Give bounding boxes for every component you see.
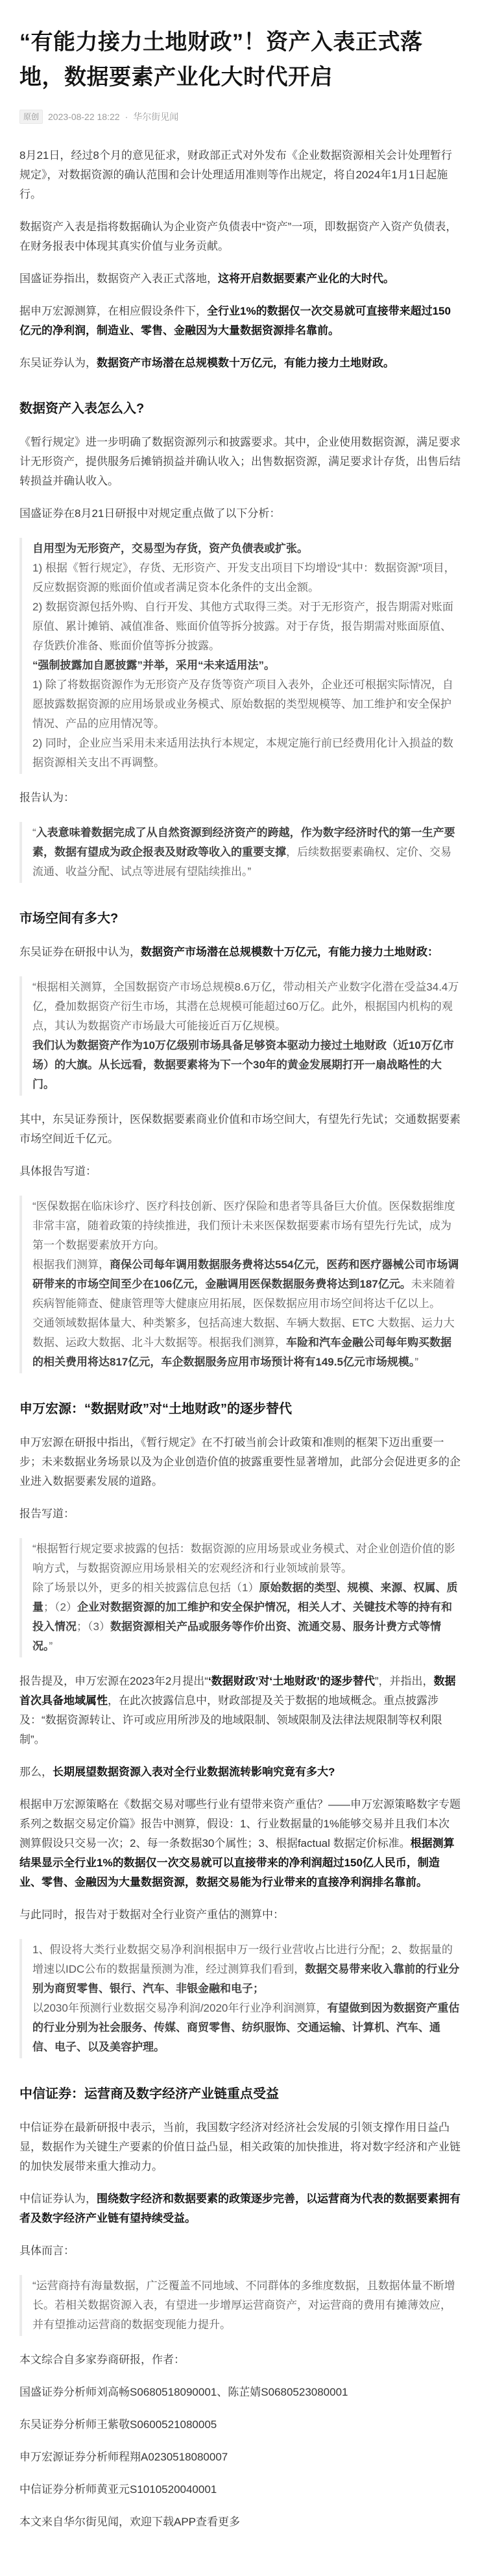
quote-paragraph — [32, 1999, 461, 2057]
bold-text: 数据资产市场潜在总规模数十万亿元，有能力接力土地财政： — [141, 945, 438, 958]
quote-block — [19, 538, 461, 774]
text: 根据申万宏源策略在《数据交易对哪些行业有望带来资产重估？——申万宏源策略数字专题系列之数据交易定价篇》报告中测算，假设：1、行业数据量的1%能够交易并且我们本次测算假设只交易一次；2、每一条数据30个属性；3、根据factual 数据定价标准。 — [19, 1798, 461, 1849]
text: 东吴证券在研报中认为， — [19, 945, 141, 958]
text: ”，并指出， — [374, 1674, 434, 1687]
paragraph — [19, 2512, 461, 2532]
bold-text: 入表意味着数据完成了从自然资源到经济资产的跨越，作为数字经济时代的第一生产要素，数据有望成为政企报表及财政等收入的重要支撑 — [32, 826, 455, 858]
text: 中信证券认为， — [19, 2192, 97, 2205]
text: 申万宏源证券分析师程翔A0230518080007 — [19, 2450, 228, 2463]
text: 报告写道： — [19, 1507, 75, 1520]
text: ；（2） — [43, 1600, 77, 1613]
section-heading — [19, 1399, 461, 1419]
text: 市场空间有多大? — [19, 911, 119, 926]
paragraph — [19, 2383, 461, 2402]
bold-text: 全行业1%的数据仅一次交易就可直接带来超过150亿元的净利润，制造业、零售、金融因为大量数据资源排名靠前。 — [19, 304, 451, 337]
text: 申万宏源：“数据财政”对“土地财政”的逐步替代 — [19, 1401, 292, 1416]
bold-text: 我们认为数据资产作为10万亿级别市场具备足够资本驱动力接过土地财政（近10万亿市场）的大旗。从长远看，数据要素将为下一个30年的黄金发展期打开一扇战略性的大门。 — [32, 1039, 454, 1090]
text: 《暂行规定》进一步明确了数据资源列示和披露要求。其中，企业使用数据资源，满足要求计无形资产，提供服务后摊销损益并确认收入；出售数据资源，满足要求计存货，出售后结转损益并确认收入。 — [19, 435, 461, 487]
paragraph — [19, 269, 461, 289]
text: ，在此次披露信息中，财政部提及关于数据的地域概念。重点披露涉及：“数据资源转让、许可或应用所涉及的地域限制、领域限制及法律法规限制等权利限制”。 — [19, 1694, 442, 1746]
quote-paragraph — [32, 1940, 461, 1999]
quote-paragraph — [32, 559, 461, 597]
article-title: “有能力接力土地财政”！资产入表正式落地，数据要素产业化大时代开启 — [19, 30, 423, 90]
bold-text: 根据测算结果显示全行业1%的数据仅一次交易就可以直接带来的净利润超过150亿人民币，制造业、零售、金融因为大量数据资源，数据交易能为行业带来的直接净利润排名靠前。 — [19, 1836, 455, 1888]
quote-paragraph — [32, 1036, 461, 1094]
bold-text: 长期展望数据资源入表对全行业数据流转影响究竟有多大? — [53, 1765, 335, 1778]
text: 8月21日，经过8个月的意见征求，财政部正式对外发布《企业数据资源相关会计处理暂行规定》，对数据资源的确认范围和会计处理适用准则等作出规定，将自2024年1月1日起施行。 — [19, 149, 452, 200]
text: 1) 除了将数据资源作为无形资产及存货等资产项目入表外，企业还可根据实际情况，自愿披露数据资源的应用场景或业务模式、原始数据的类型规模等、加工维护和安全保护情况、产品的应用情况等。 — [32, 678, 453, 730]
quote-paragraph — [32, 978, 461, 1036]
bold-text: 数据首次具备地域属性 — [19, 1674, 456, 1707]
bold-text: 围绕数字经济和数据要素的政策逐步完善，以运营商为代表的数据要素拥有者及数字经济产业链有望持续受益。 — [19, 2192, 461, 2224]
text: ；（3） — [77, 1620, 110, 1633]
quote-paragraph — [32, 823, 461, 882]
article-meta — [19, 110, 461, 124]
text: 中信证券在最新研报中表示，当前，我国数字经济对经济社会发展的引领支撑作用日益凸显，数据作为关键生产要素的价值日益凸显，相关政策的加快推进，将对数字经济和产业链的加快发展带来重大推动力。 — [19, 2121, 461, 2173]
paragraph — [19, 433, 461, 491]
paragraph — [19, 1504, 461, 1524]
meta-separator: · — [125, 111, 128, 122]
quote-paragraph — [32, 675, 461, 734]
text: 与此同时，报告对于数据对全行业资产重估的测算中： — [19, 1908, 284, 1921]
bold-text: 企业对数据资源的加工维护和安全保护情况，相关人才、关键技术等的持有和投入情况 — [32, 1600, 452, 1633]
text: 本文综合自多家券商研报，作者： — [19, 2353, 185, 2366]
quote-block — [19, 1939, 461, 2058]
text: 除了场景以外，更多的相关披露信息包括（1） — [32, 1581, 259, 1594]
quote-paragraph — [32, 1539, 461, 1578]
paragraph — [19, 146, 461, 204]
text: 具体报告写道： — [19, 1164, 97, 1177]
text: “根据相关测算，全国数据资产市场总规模8.6万亿，带动相关产业数字化潜在受益34.4万亿，叠加数据资产衍生市场，其潜在总规模可能超过60万亿。此外，根据国内机构的观点，其认为数据资产市场最大可能接近百万亿规模。 — [32, 980, 459, 1032]
quote-block — [19, 2275, 461, 2336]
quote-paragraph — [32, 734, 461, 773]
quote-paragraph — [32, 1197, 461, 1255]
paragraph — [19, 2241, 461, 2261]
quote-paragraph — [32, 597, 461, 656]
text: 据申万宏源测算，在相应假设条件下， — [19, 304, 207, 317]
bold-text: 数据资产市场潜在总规模数十万亿元，有能力接力土地财政。 — [97, 356, 394, 369]
text: 数据资产入表是指将数据确认为企业资产负债表中“资产”一项，即数据资产入资产负债表，在财务报表中体现其真实价值与业务贡献。 — [19, 220, 457, 252]
bold-text: 自用型为无形资产，交易型为存货，资产负债表或扩张。 — [32, 542, 308, 555]
quote-paragraph — [32, 539, 461, 559]
paragraph — [19, 217, 461, 256]
text: 1) 根据《暂行规定》，存货、无形资产、开发支出项目下均增设“其中：数据资源”项目，反应数据资源的账面价值或者满足资本化条件的支出金额。 — [32, 561, 455, 594]
text: “根据暂行规定要求披露的包括：数据资源的应用场景或业务模式、对企业创造价值的影响方式，与数据资源应用场景相关的宏观经济和行业领域前景等。 — [32, 1542, 455, 1574]
paragraph — [19, 302, 461, 341]
paragraph — [19, 788, 461, 808]
text: 以2030年预测行业数据交易净利润/2020年行业净利润测算， — [32, 2001, 328, 2014]
text: “运营商持有海量数据，广泛覆盖不同地域、不同群体的多维度数据，且数据体量不断增长。若相关数据资源入表，有望进一步增厚运营商资产，对运营商的费用有摊薄效应，并有望推动运营商的数据变现能力提升。 — [32, 2279, 455, 2331]
paragraph — [19, 504, 461, 524]
text: 国盛证券在8月21日研报中对规定重点做了以下分析： — [19, 507, 281, 520]
text: 国盛证券指出，数据资产入表正式落地， — [19, 272, 218, 285]
paragraph — [19, 2448, 461, 2467]
text: ，后续数据要素确权、定价、交易流通、收益分配、试点等进展有望陆续推出。” — [32, 845, 451, 878]
text: 申万宏源在研报中指出，《暂行规定》在不打破当前会计政策和准则的框架下迈出重要一步；未来数据业务场景以及为企业创造价值的披露重要性显著增加，此部分会促进更多的企业进入数据要素发展的道路。 — [19, 1436, 461, 1487]
bold-text: 车险和汽车金融公司每年购买数据的相关费用将达817亿元，车企数据服务应用市场预计将有149.5亿元市场规模。 — [32, 1336, 451, 1368]
text: 东吴证券分析师王紫敬S0600521080005 — [19, 2418, 217, 2431]
paragraph — [19, 943, 461, 962]
quote-block — [19, 822, 461, 883]
quote-paragraph — [32, 656, 461, 675]
section-heading — [19, 399, 461, 418]
quote-paragraph — [32, 1314, 461, 1372]
text: 交通领域数据体量大、种类繁多，包括高速大数据、车辆大数据、ETC 大数据、运力大数据、运政大数据、北斗大数据等。根据我们测算， — [32, 1316, 455, 1349]
text: 1、假设将大类行业数据交易净利润根据申万一级行业营收占比进行分配；2、数据量的增速以IDC公布的数据量预测为准，经过测算我们看到， — [32, 1943, 453, 1975]
text: 国盛证券分析师刘高畅S0680518090001、陈芷婧S0680523080001 — [19, 2385, 348, 2398]
text: 本文来自华尔街见闻，欢迎下载APP查看更多 — [19, 2515, 241, 2528]
paragraph — [19, 2350, 461, 2370]
bold-text: 数据交易带来收入靠前的行业分别为商贸零售、银行、汽车、非银金融和电子； — [32, 1962, 460, 1995]
source-name: 华尔街见闻 — [133, 111, 179, 122]
text: 其中，东吴证券预计，医保数据要素商业价值和市场空间大，有望先行先试；交通数据要素市场空间近千亿元。 — [19, 1113, 461, 1145]
paragraph — [19, 1433, 461, 1491]
text: “医保数据在临床诊疗、医疗科技创新、医疗保险和患者等具备巨大价值。医保数据维度非常丰富，随着政策的持续推进，我们预计未来医保数据要素市场有望先行先试，成为第一个数据要素放开方向。 — [32, 1199, 455, 1251]
quote-block — [19, 1538, 461, 1657]
text: 报告提及，申万宏源在2023年2月提出“ — [19, 1674, 208, 1687]
paragraph — [19, 1672, 461, 1750]
text: 东吴证券认为， — [19, 356, 97, 369]
text: 中信证券：运营商及数字经济产业链重点受益 — [19, 2086, 279, 2101]
text: 2) 数据资源包括外购、自行开发、其他方式取得三类。对于无形资产，报告期需对账面原值、累计摊销、减值准备、账面价值等拆分披露。对于存货，报告期需对账面原值、存货跌价准备、账面价值等拆分披露。 — [32, 600, 453, 652]
paragraph — [19, 2480, 461, 2499]
section-heading — [19, 2084, 461, 2104]
bold-text: 有望做到因为数据资产重估的行业分别为社会服务、传媒、商贸零售、纺织服饰、交通运输、计算机、汽车、通信、电子、以及美容护理。 — [32, 2001, 460, 2053]
original-badge: 原创 — [19, 110, 43, 124]
text: 中信证券分析师黄亚元S1010520040001 — [19, 2483, 217, 2496]
bold-text: ‘数据财政’对‘土地财政’的逐步替代 — [208, 1674, 375, 1687]
bold-text: 商保公司每年调用数据服务费将达554亿元，医药和医疗器械公司市场调研带来的市场空间至少在106亿元，金融调用医保数据服务费将达到187亿元。 — [32, 1258, 459, 1290]
text: 未来随着疾病智能筛查、健康管理等大健康应用拓展，医保数据应用市场空间将达千亿以上。 — [32, 1277, 455, 1310]
paragraph — [19, 1905, 461, 1925]
bold-text: 原始数据的类型、规模、来源、权属、质量 — [32, 1581, 458, 1613]
text: 那么， — [19, 1765, 53, 1778]
paragraph — [19, 1110, 461, 1149]
quote-paragraph — [32, 2276, 461, 2335]
paragraph — [19, 354, 461, 373]
paragraph — [19, 1795, 461, 1892]
quote-paragraph — [32, 1578, 461, 1656]
quote-block — [19, 976, 461, 1096]
text: 报告认为： — [19, 791, 75, 804]
bold-text: 这将开启数据要素产业化的大时代。 — [218, 272, 394, 285]
text: ” — [49, 1639, 53, 1652]
text: 具体而言： — [19, 2244, 75, 2257]
text: “ — [32, 826, 36, 839]
article-body — [19, 146, 461, 2532]
paragraph — [19, 2118, 461, 2176]
text: 数据资产入表怎么入? — [19, 401, 145, 416]
text: 2) 同时，企业应当采用未来适用法执行本规定，本规定施行前已经费用化计入损益的数据资源相关支出不再调整。 — [32, 736, 453, 769]
paragraph — [19, 2415, 461, 2435]
section-heading — [19, 909, 461, 928]
publish-datetime: 2023-08-22 18:22 — [48, 111, 120, 122]
bold-text: 数据资源相关产品或服务等作价出资、流通交易、服务计费方式等情况。 — [32, 1620, 441, 1652]
bold-text: “强制披露加自愿披露”并举，采用“未来适用法”。 — [32, 658, 275, 671]
text: 根据我们测算， — [32, 1258, 110, 1271]
text: ” — [414, 1355, 419, 1368]
paragraph — [19, 2189, 461, 2228]
quote-paragraph — [32, 1255, 461, 1314]
paragraph — [19, 1763, 461, 1782]
paragraph — [19, 1162, 461, 1181]
quote-block — [19, 1196, 461, 1373]
